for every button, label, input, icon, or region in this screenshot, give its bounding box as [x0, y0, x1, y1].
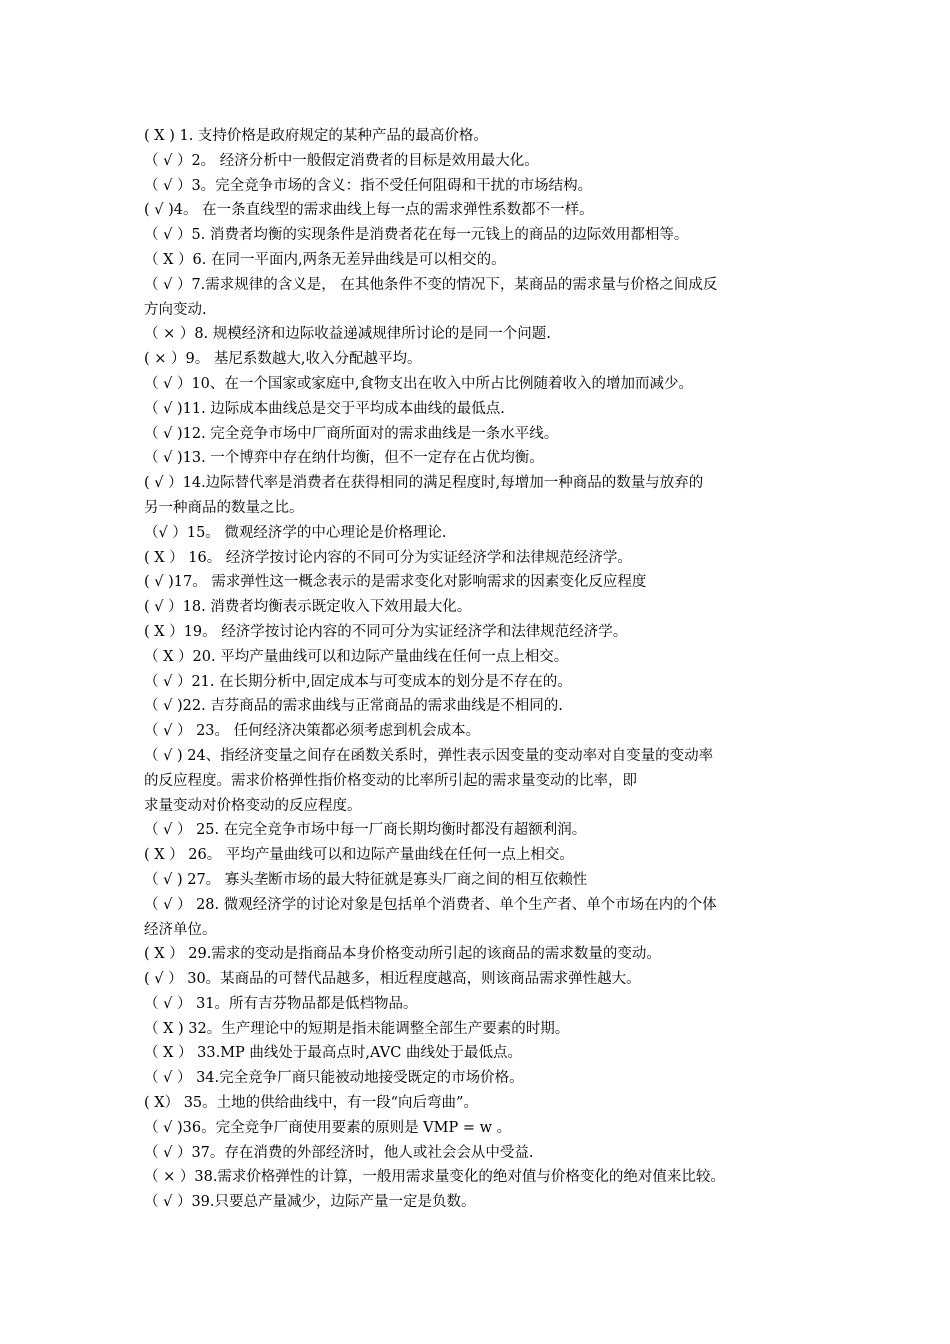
text-line: （ √ ) 24、指经济变量之间存在函数关系时，弹性表示因变量的变动率对自变量的变动率: [144, 747, 714, 764]
text-line: （√ ）15。 微观经济学的中心理论是价格理论.: [144, 524, 447, 541]
text-line: （ √ ）3。完全竞争市场的含义：指不受任何阻碍和干扰的市场结构。: [144, 177, 593, 194]
text-line: 经济单位。: [144, 921, 217, 938]
text-line: （ √ ）21. 在长期分析中,固定成本与可变成本的划分是不存在的。: [144, 673, 572, 690]
text-line: （ √ ） 34.完全竞争厂商只能被动地接受既定的市场价格。: [144, 1070, 524, 1087]
text-line: （ √ ） 28. 微观经济学的讨论对象是包括单个消费者、单个生产者、单个市场在内的个体: [144, 896, 717, 913]
text-line: ( X ） 29.需求的变动是指商品本身价格变动所引起的该商品的需求数量的变动。: [144, 946, 661, 963]
text-line: （ √ ）39.只要总产量减少，边际产量一定是负数。: [144, 1194, 476, 1211]
text-line: ( √ )17。 需求弹性这一概念表示的是需求变化对影响需求的因素变化反应程度: [144, 574, 647, 591]
text-line: （ √ ）5. 消费者均衡的实现条件是消费者花在每一元钱上的商品的边际效用都相等。: [144, 227, 689, 244]
text-line: （ √ )22. 吉芬商品的需求曲线与正常商品的需求曲线是不相同的.: [144, 698, 563, 715]
text-line: （ √ ） 23。 任何经济决策都必须考虑到机会成本。: [144, 723, 481, 740]
text-line: （ √ ） 25. 在完全竞争市场中每一厂商长期均衡时都没有超额利润。: [144, 822, 587, 839]
text-line: ( √ ）18. 消费者均衡表示既定收入下效用最大化。: [144, 599, 472, 616]
text-line: （ X ） 33.MP 曲线处于最高点时,AVC 曲线处于最低点。: [144, 1045, 522, 1062]
text-line: ( × ）9。 基尼系数越大,收入分配越平均。: [144, 351, 422, 368]
text-line: ( √ ） 30。某商品的可替代品越多，相近程度越高，则该商品需求弹性越大。: [144, 971, 641, 988]
text-line: ( X） 35。土地的供给曲线中，有一段“向后弯曲”。: [144, 1095, 478, 1112]
text-line: （ X ) 32。生产理论中的短期是指未能调整全部生产要素的时期。: [144, 1020, 570, 1037]
text-line: （ X ）6. 在同一平面内,两条无差异曲线是可以相交的。: [144, 251, 506, 268]
text-line: ( X ） 16。 经济学按讨论内容的不同可分为实证经济学和法律规范经济学。: [144, 549, 632, 566]
text-line: （ √ )12. 完全竞争市场中厂商所面对的需求曲线是一条水平线。: [144, 425, 559, 442]
text-line: （ √ ）2。 经济分析中一般假定消费者的目标是效用最大化。: [144, 152, 539, 169]
text-line: ( √ ）14.边际替代率是消费者在获得相同的满足程度时,每增加一种商品的数量与放弃的: [144, 475, 704, 492]
text-line: 方向变动.: [144, 301, 207, 318]
text-line: （ √ )13. 一个博弈中存在纳什均衡，但不一定存在占优均衡。: [144, 450, 544, 467]
text-line: 另一种商品的数量之比。: [144, 499, 304, 516]
text-line: （ √ ) 27。 寡头垄断市场的最大特征就是寡头厂商之间的相互依赖性: [144, 871, 588, 888]
document-page: [144, 124, 814, 1215]
text-line: （ √ )36。完全竞争厂商使用要素的原则是 VMP = w 。: [144, 1119, 512, 1136]
text-line: ( √ )4。 在一条直线型的需求曲线上每一点的需求弹性系数都不一样。: [144, 202, 594, 219]
text-line: （ √ ） 31。所有吉芬物品都是低档物品。: [144, 995, 418, 1012]
text-line: （ √ )11. 边际成本曲线总是交于平均成本曲线的最低点.: [144, 400, 505, 417]
text-line: ( X ) 1. 支持价格是政府规定的某种产品的最高价格。: [144, 128, 488, 144]
text-line: ( X ） 26。 平均产量曲线可以和边际产量曲线在任何一点上相交。: [144, 847, 574, 864]
text-line: （ √ ）10、在一个国家或家庭中,食物支出在收入中所占比例随着收入的增加而减少。: [144, 375, 694, 392]
text-line: 的反应程度。需求价格弹性指价格变动的比率所引起的需求量变动的比率，即: [144, 772, 637, 789]
text-line: （ × ）38.需求价格弹性的计算，一般用需求量变化的绝对值与价格变化的绝对值来比较。: [144, 1169, 725, 1186]
text-line: 求量变动对价格变动的反应程度。: [144, 797, 362, 814]
text-line: （ √ ）37。存在消费的外部经济时，他人或社会会从中受益.: [144, 1144, 534, 1161]
text-line: （ × ）8. 规模经济和边际收益递减规律所讨论的是同一个问题.: [144, 326, 551, 343]
text-line: ( X ）19。 经济学按讨论内容的不同可分为实证经济学和法律规范经济学。: [144, 623, 628, 640]
text-line: （ √ ）7.需求规律的含义是， 在其他条件不变的情况下，某商品的需求量与价格之间成反: [144, 276, 718, 293]
text-line: （ X ）20. 平均产量曲线可以和边际产量曲线在任何一点上相交。: [144, 648, 569, 665]
